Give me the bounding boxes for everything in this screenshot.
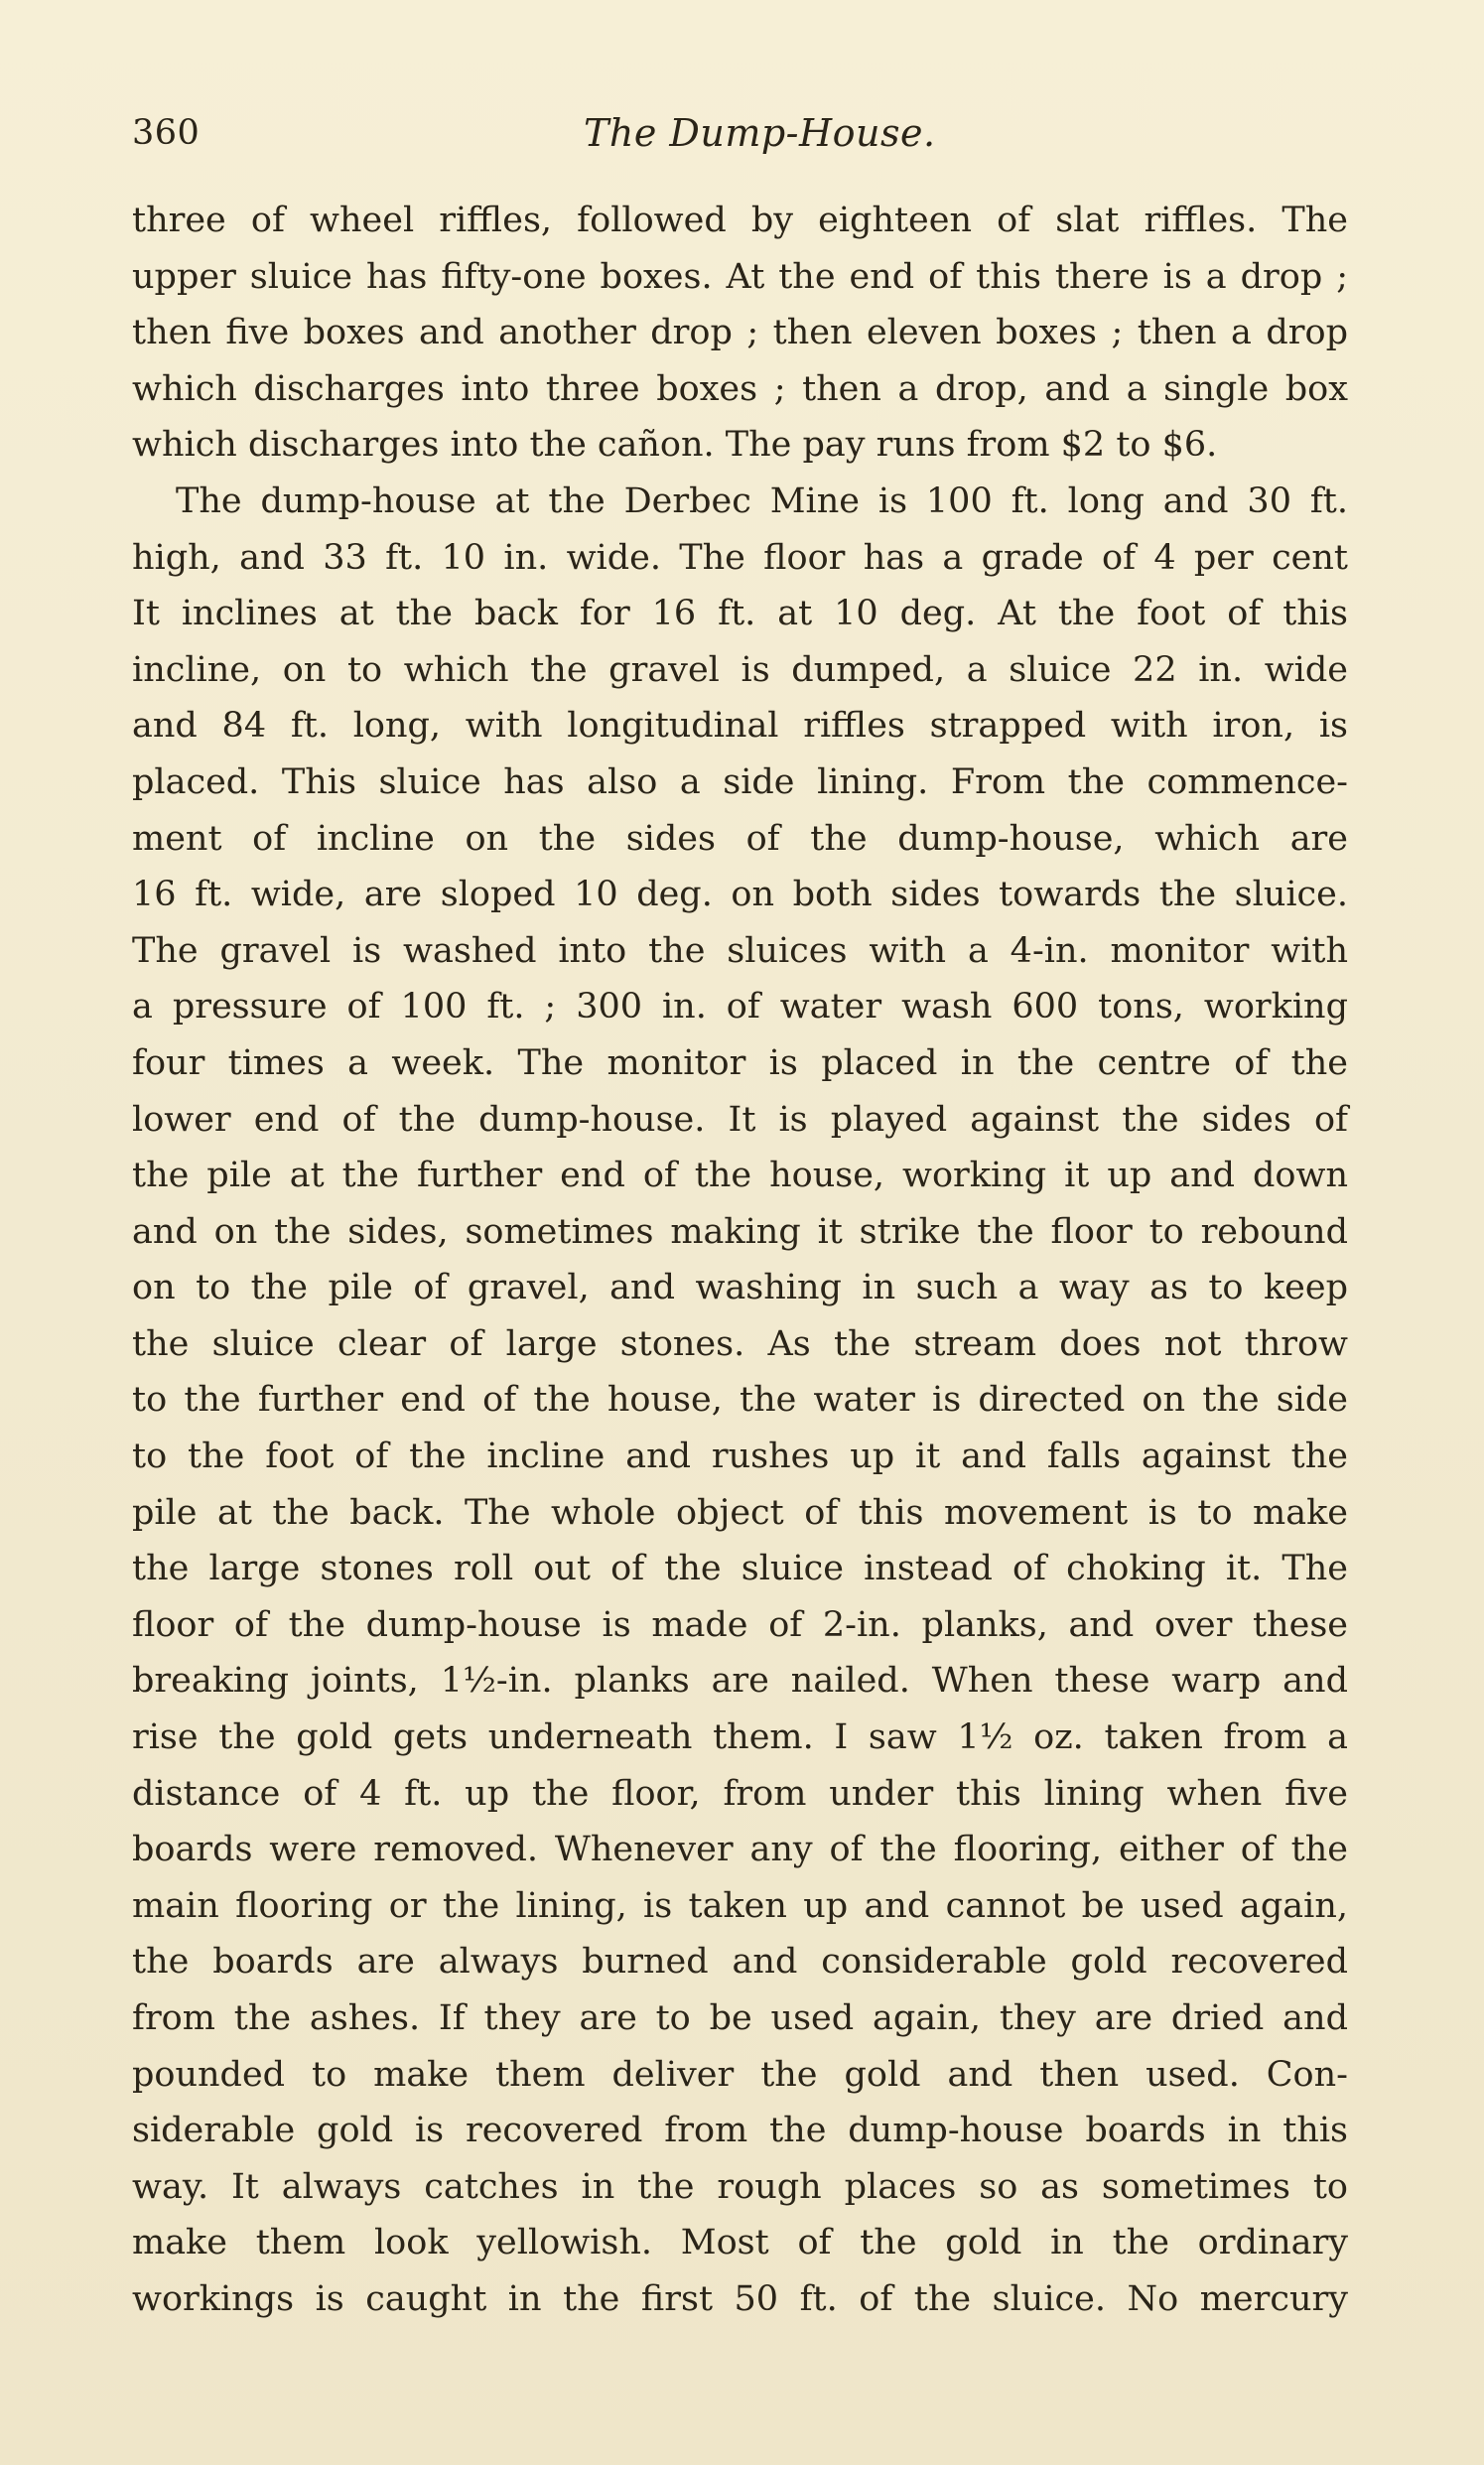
text-line: rise the gold gets underneath them. I saw 1½ oz. taken from a bbox=[132, 1717, 1348, 1758]
text-line: then five boxes and another drop ; then eleven boxes ; then a drop bbox=[132, 313, 1348, 353]
text-line: pounded to make them deliver the gold and then used. Con- bbox=[132, 2054, 1348, 2095]
text-line: siderable gold is recovered from the dump-house boards in this bbox=[132, 2111, 1348, 2151]
text-line: and 84 ft. long, with longitudinal riffles strapped with iron, is bbox=[132, 706, 1348, 747]
text-line: and on the sides, sometimes making it strike the floor to rebound bbox=[132, 1211, 1348, 1252]
text-line: breaking joints, 1½-in. planks are nailed. When these warp and bbox=[132, 1661, 1348, 1702]
text-line: The dump-house at the Derbec Mine is 100 ft. long and 30 ft. bbox=[176, 480, 1348, 521]
text-line: way. It always catches in the rough places so as sometimes to bbox=[132, 2166, 1348, 2207]
text-line: from the ashes. If they are to be used again, they are dried and bbox=[132, 1998, 1348, 2038]
page-header bbox=[132, 103, 1353, 163]
text-line: lower end of the dump-house. It is played against the sides of bbox=[132, 1099, 1348, 1140]
text-line: high, and 33 ft. 10 in. wide. The floor has a grade of 4 per cent bbox=[132, 537, 1348, 578]
text-line: boards were removed. Whenever any of the flooring, either of the bbox=[132, 1830, 1348, 1870]
text-line: distance of 4 ft. up the floor, from under this lining when five bbox=[132, 1773, 1348, 1814]
text-line: 16 ft. wide, are sloped 10 deg. on both sides towards the sluice. bbox=[132, 875, 1348, 915]
text-line: three of wheel riffles, followed by eighteen of slat riffles. The bbox=[132, 201, 1348, 240]
running-title: The Dump-House. bbox=[584, 111, 936, 155]
text-line: make them look yellowish. Most of the gold in the ordinary bbox=[132, 2223, 1348, 2263]
text-line: to the further end of the house, the water is directed on the side bbox=[132, 1380, 1348, 1421]
text-line: the pile at the further end of the house, working it up and down bbox=[132, 1156, 1348, 1196]
text-line: pile at the back. The whole object of this movement is to make bbox=[132, 1492, 1348, 1533]
text-line: floor of the dump-house is made of 2-in. planks, and over these bbox=[132, 1604, 1348, 1645]
text-line: workings is caught in the first 50 ft. of the sluice. No mercury bbox=[132, 2278, 1348, 2319]
text-line: upper sluice has fifty-one boxes. At the end of this there is a drop ; bbox=[132, 256, 1348, 297]
text-line: a pressure of 100 ft. ; 300 in. of water wash 600 tons, working bbox=[132, 987, 1348, 1027]
text-line: The gravel is washed into the sluices with a 4-in. monitor with bbox=[132, 930, 1348, 971]
text-line: four times a week. The monitor is placed in the centre of the bbox=[132, 1042, 1348, 1083]
text-line: the boards are always burned and considerable gold recovered bbox=[132, 1942, 1348, 1983]
text-line: main flooring or the lining, is taken up and cannot be used again, bbox=[132, 1885, 1348, 1926]
text-line: ment of incline on the sides of the dump-house, which are bbox=[132, 818, 1348, 859]
text-line: incline, on to which the gravel is dumped, a sluice 22 in. wide bbox=[132, 649, 1348, 690]
text-line: the sluice clear of large stones. As the stream does not throw bbox=[132, 1323, 1348, 1364]
page-number: 360 bbox=[132, 113, 201, 153]
body-text bbox=[132, 193, 1348, 2328]
text-line: the large stones roll out of the sluice instead of choking it. The bbox=[132, 1549, 1348, 1589]
text-line: to the foot of the incline and rushes up it and falls against the bbox=[132, 1437, 1348, 1477]
text-line: which discharges into the cañon. The pay runs from $2 to $6. bbox=[132, 425, 1218, 466]
text-line: placed. This sluice has also a side lining. From the commence- bbox=[132, 761, 1348, 802]
text-line: It inclines at the back for 16 ft. at 10 deg. At the foot of this bbox=[132, 594, 1348, 634]
text-line: on to the pile of gravel, and washing in such a way as to keep bbox=[132, 1268, 1348, 1308]
text-line: which discharges into three boxes ; then a drop, and a single box bbox=[132, 368, 1348, 409]
